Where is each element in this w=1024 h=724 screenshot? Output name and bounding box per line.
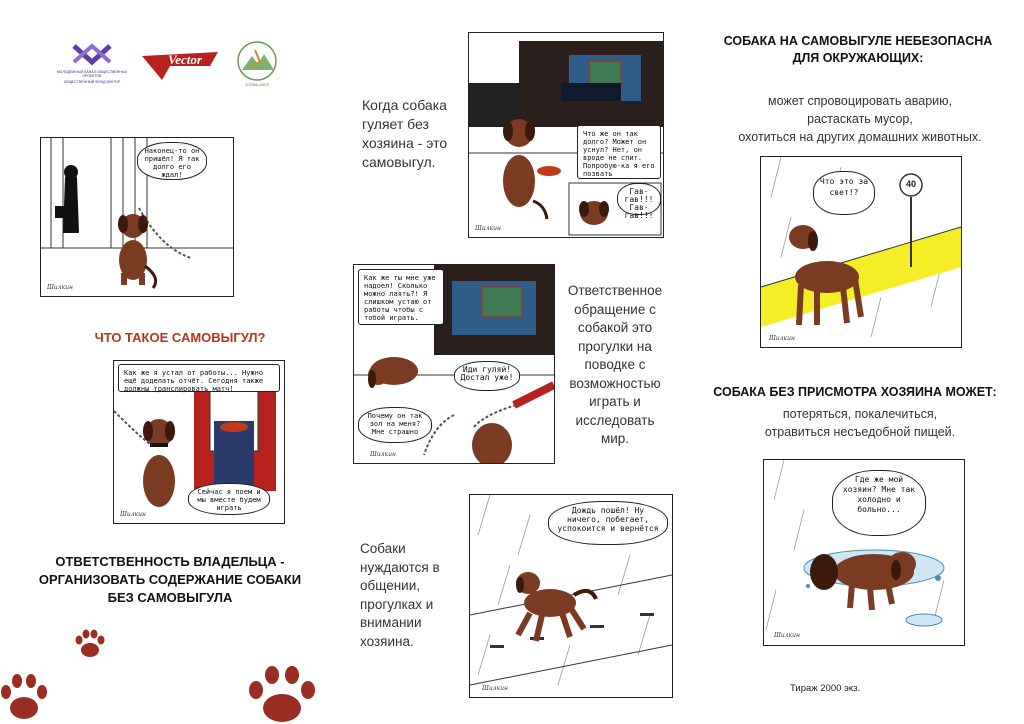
- list-dangers-item-3: охотиться на других домашних животных.: [738, 130, 982, 144]
- panel3-signature: Шилкин: [475, 225, 501, 232]
- logo3-caption: ZOOBALANCE: [245, 83, 269, 87]
- panel3-speech-bubble: Что же он так долго? Может он уснул? Нет, он вроде не спит. Попробую-ка я его позвать: [577, 125, 661, 179]
- speed-limit-sign-text: 40: [905, 179, 916, 189]
- panel1-speech-bubble: Наконец-то он пришёл! Я так долго его ждал!: [137, 142, 207, 180]
- logo-x-icon: [52, 40, 132, 70]
- logo1-caption: МОЛОДЁЖНЫЙ КАНАЛ ОБЩЕСТВЕННЫХ ПРОЕКТОВ: [56, 70, 128, 78]
- vector-text: Vector: [168, 52, 202, 67]
- responsibility-line-1: ОТВЕТСТВЕННОСТЬ ВЛАДЕЛЬЦА -: [55, 554, 285, 569]
- comic-panel-1: [40, 137, 234, 297]
- panel4-signature: Шилкин: [370, 451, 396, 458]
- responsibility-line-2: ОРГАНИЗОВАТЬ СОДЕРЖАНИЕ СОБАКИ: [38, 572, 302, 587]
- logo-youth-channel: [52, 40, 132, 95]
- logo-zoobalance: [236, 40, 278, 92]
- paw-print-icon: [73, 628, 107, 662]
- list-dangers-item-2: растаскать мусор,: [807, 112, 913, 126]
- comic-panel-5: [469, 494, 673, 698]
- comic-panel-6: [760, 156, 962, 348]
- panel7-signature: Шилкин: [774, 632, 800, 639]
- heading-unsupervised: СОБАКА БЕЗ ПРИСМОТРА ХОЗЯИНА МОЖЕТ:: [713, 385, 997, 399]
- responsibility-heading: [20, 553, 320, 607]
- comic-panel-7: [763, 459, 965, 646]
- panel6-speech-bubble: Что это за свет!?: [813, 171, 875, 215]
- text-dogs-need: Собаки нуждаются в общении, прогулках и внимании хозяина.: [360, 541, 440, 649]
- responsibility-line-3: БЕЗ САМОВЫГУЛА: [107, 590, 233, 605]
- panel5-signature: Шилкин: [482, 685, 508, 692]
- text-self-walk-definition: Когда собака гуляет без хозяина - это самовыгул.: [362, 97, 448, 170]
- panel7-speech-bubble: Где же мой хозяин? Мне так холодно и больно...: [832, 470, 926, 536]
- panel2-speech-bubble-top: Как же я устал от работы... Нужно ещё доделать отчёт. Сегодня также должны транслировать матч!: [118, 364, 280, 392]
- comic-panel-4: [353, 264, 555, 464]
- panel2-speech-bubble-bottom: Сейчас я поем и мы вместе будем играть: [188, 483, 270, 515]
- print-run: Тираж 2000 экз.: [790, 683, 861, 694]
- list-dangers-item-1: может спровоцировать аварию,: [768, 94, 952, 108]
- logo-vector: [140, 48, 220, 82]
- paw-print-icon: [0, 672, 50, 724]
- comic-panel-2: [113, 360, 285, 524]
- panel6-signature: Шилкин: [769, 335, 795, 342]
- panel2-signature: Шилкин: [120, 511, 146, 518]
- panel1-signature: Шилкин: [47, 284, 73, 291]
- panel5-speech-bubble: Дождь пошёл! Ну ничего, побегает, успокоится и вернётся: [548, 501, 668, 545]
- heading-dangerous: СОБАКА НА САМОВЫГУЛЕ НЕБЕЗОПАСНА ДЛЯ ОКРУЖАЮЩИХ:: [723, 34, 993, 65]
- panel3-bark-bubble: Гав-гав!!! Гав-гав!!!: [617, 183, 661, 215]
- list-dangers: [720, 92, 1000, 146]
- mountain-deer-icon: [236, 40, 278, 82]
- panel4-speech-bubble-top: Как же ты мне уже надоел! Сколько можно лаять?! Я слишком устаю от работы чтобы с тобой играть.: [358, 269, 444, 325]
- list-risks-item-2: отравиться несъедобной пищей.: [764, 425, 956, 439]
- paw-print-icon: [248, 664, 316, 724]
- text-responsible-treatment: Ответственное обращение с собакой это прогулки на поводке с возможностью играть и исследовать мир.: [567, 283, 663, 446]
- list-risks: [720, 405, 1000, 441]
- comic-panel-3: [468, 32, 664, 238]
- list-risks-item-1: потеряться, покалечиться,: [782, 407, 938, 421]
- logo1-sub: ОБЩЕСТВЕННЫЙ ФОНД ВЕКТОР: [63, 80, 121, 84]
- panel4-speech-bubble-bottom: Почему он так зол на меня? Мне страшно: [358, 407, 432, 443]
- panel4-speech-bubble-mid: Иди гуляй! Достал уже!: [454, 361, 520, 391]
- heading-what-is-self-walk: ЧТО ТАКОЕ САМОВЫГУЛ?: [94, 330, 266, 345]
